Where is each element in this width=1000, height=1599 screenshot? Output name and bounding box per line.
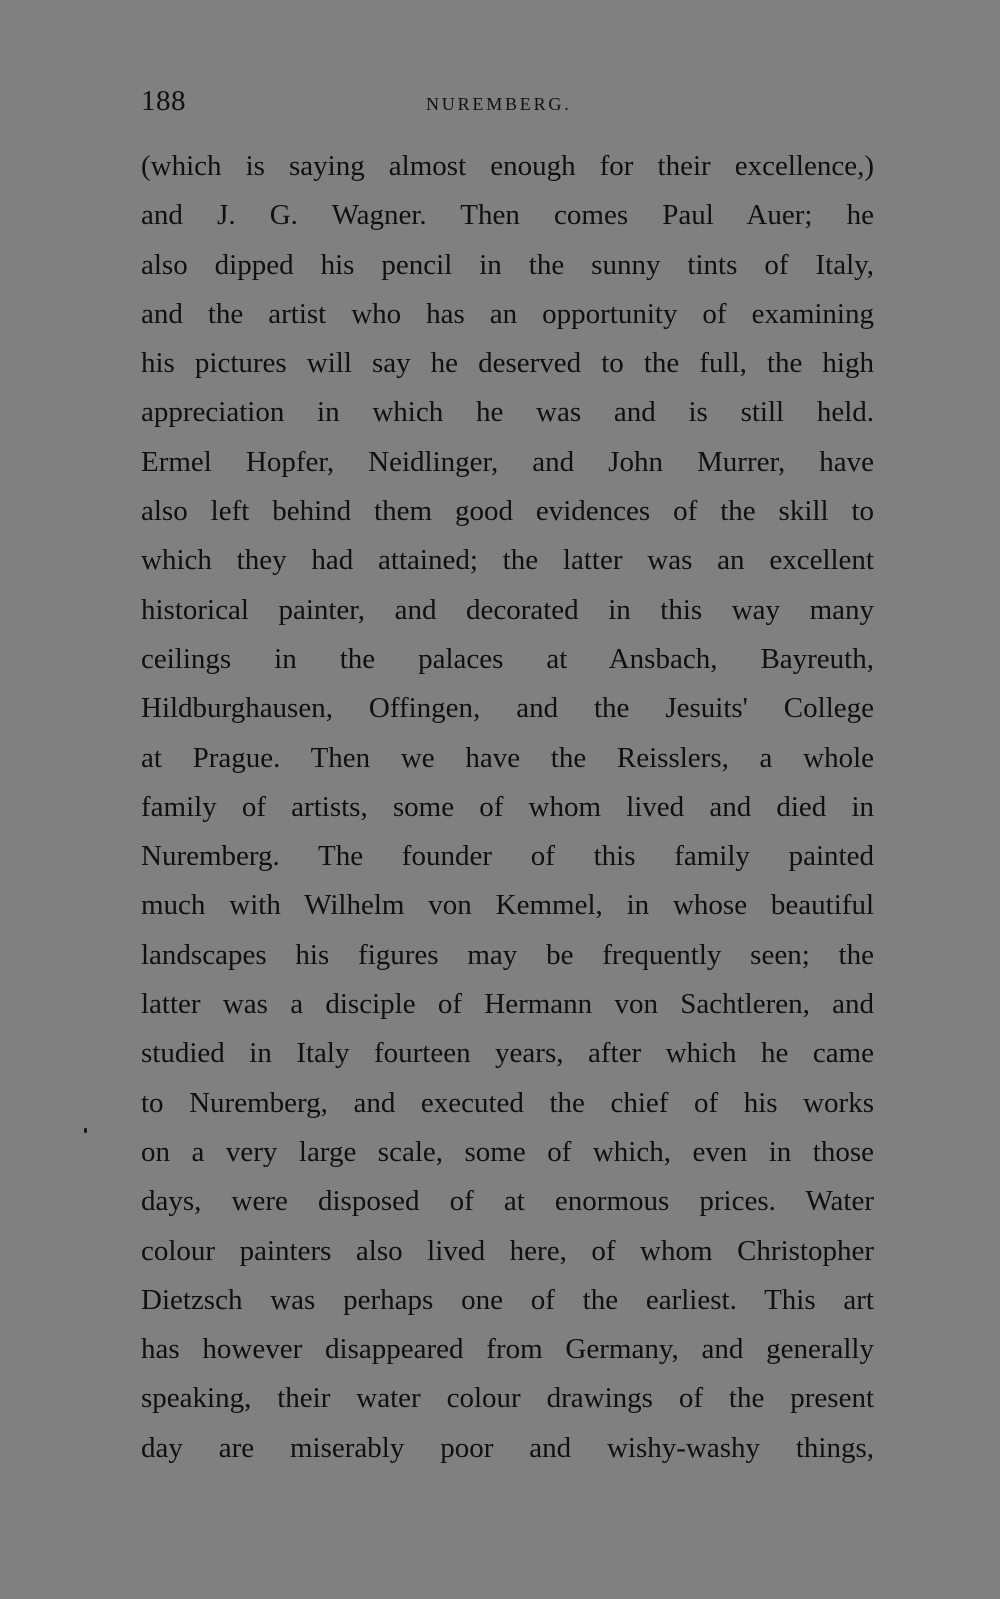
page-number: 188 [141, 85, 186, 117]
text-line: day are miserably poor and wishy-washy things, [141, 1431, 874, 1464]
text-line: on a very large scale, some of which, even in those [141, 1135, 874, 1168]
running-head: NUREMBERG. [426, 94, 572, 114]
text-line: also dipped his pencil in the sunny tints of Italy, [141, 248, 874, 281]
text-line: and the artist who has an opportunity of examining [141, 297, 874, 330]
text-line: historical painter, and decorated in this way many [141, 593, 874, 626]
text-line: Dietzsch was perhaps one of the earliest. This art [141, 1283, 874, 1316]
body-text [141, 142, 874, 1473]
text-line: ceilings in the palaces at Ansbach, Bayreuth, [141, 642, 874, 675]
text-line: Nuremberg. The founder of this family painted [141, 840, 874, 873]
text-line: studied in Italy fourteen years, after which he came [141, 1037, 874, 1070]
text-line: and J. G. Wagner. Then comes Paul Auer; he [141, 199, 874, 232]
text-line: his pictures will say he deserved to the full, the high [141, 347, 874, 380]
text-line: latter was a disciple of Hermann von Sachtleren, and [141, 988, 874, 1021]
text-line: at Prague. Then we have the Reisslers, a whole [141, 741, 874, 774]
text-line: colour painters also lived here, of whom Christopher [141, 1234, 874, 1267]
text-line: (which is saying almost enough for their excellence,) [141, 150, 874, 182]
text-line: days, were disposed of at enormous prices. Water [141, 1185, 874, 1218]
page-header [141, 84, 874, 124]
text-line: family of artists, some of whom lived and died in [141, 790, 874, 823]
text-line: to Nuremberg, and executed the chief of his works [141, 1086, 874, 1119]
text-line: appreciation in which he was and is still held. [141, 396, 874, 429]
text-line: has however disappeared from Germany, and generally [141, 1333, 874, 1366]
ink-speck [84, 1128, 87, 1133]
text-line: landscapes his figures may be frequently seen; the [141, 938, 874, 971]
text-line: Ermel Hopfer, Neidlinger, and John Murrer, have [141, 445, 874, 478]
text-line: which they had attained; the latter was an excellent [141, 544, 874, 577]
text-line: speaking, their water colour drawings of the present [141, 1382, 874, 1415]
text-line: also left behind them good evidences of the skill to [141, 495, 874, 528]
text-line: much with Wilhelm von Kemmel, in whose beautiful [141, 889, 874, 922]
text-line: Hildburghausen, Offingen, and the Jesuits' College [141, 692, 874, 725]
